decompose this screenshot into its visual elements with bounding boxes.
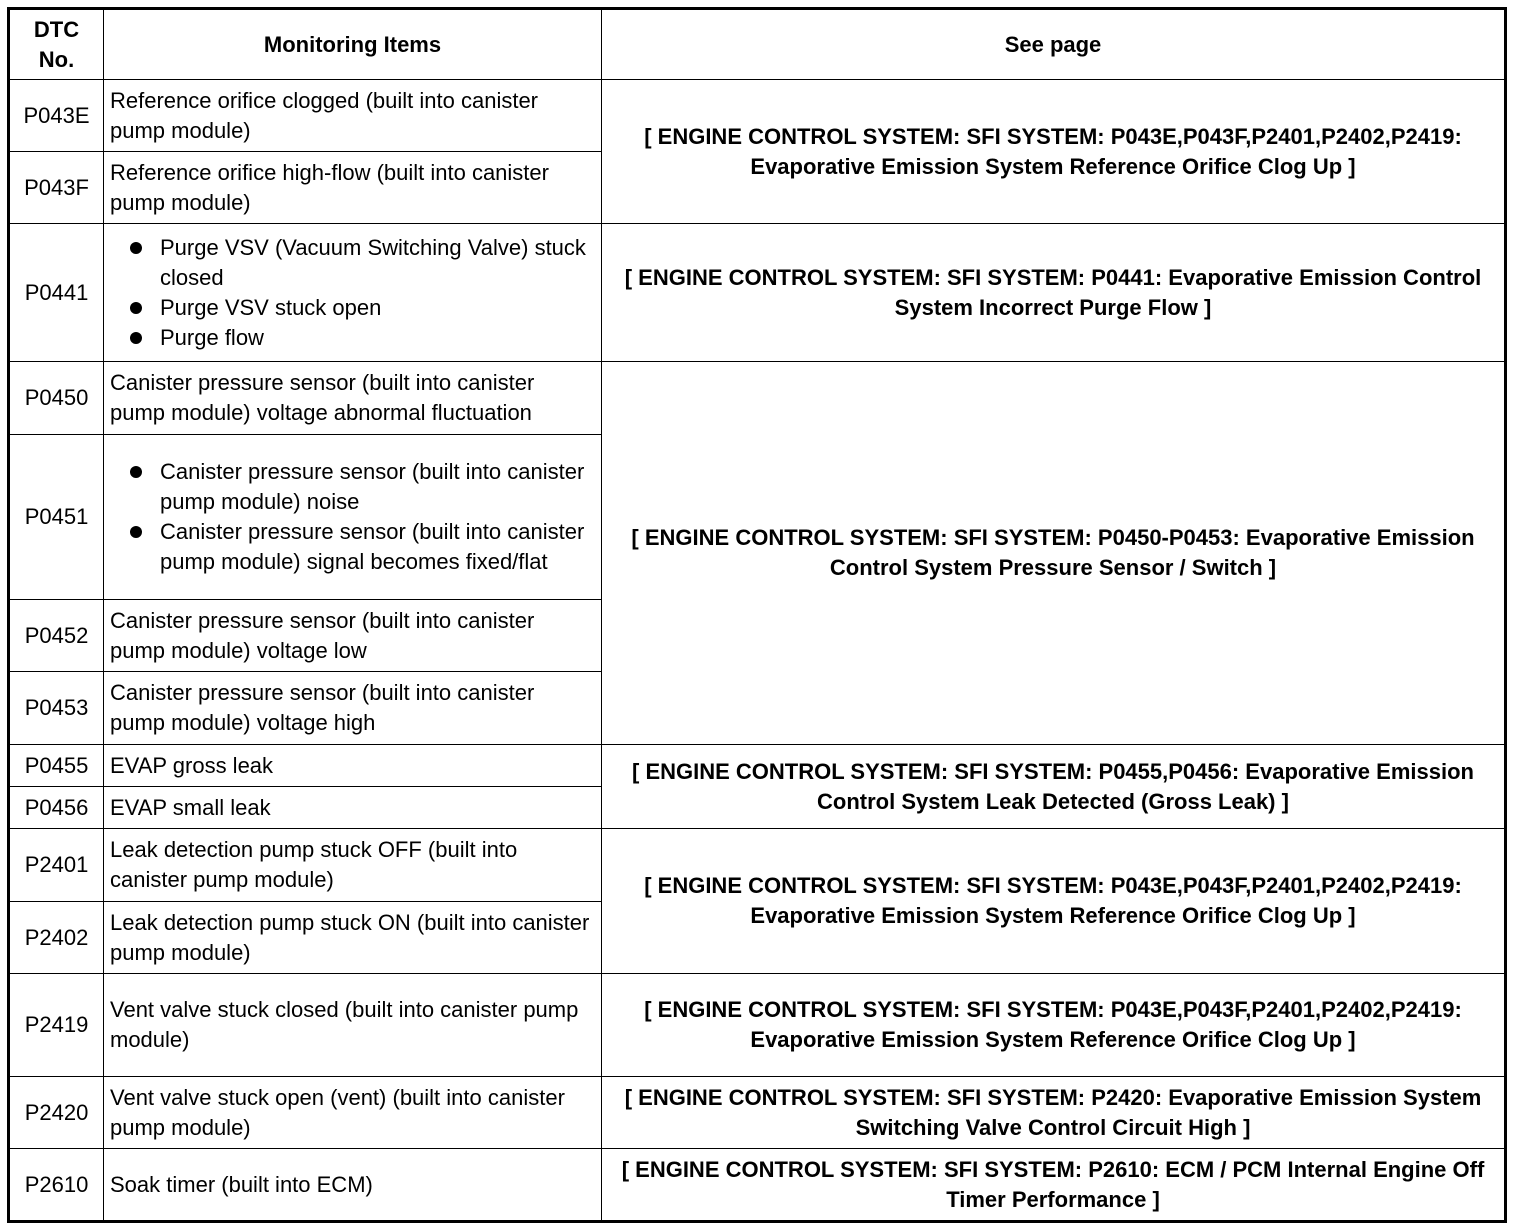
dtc-code: P043E xyxy=(9,80,104,152)
table-row xyxy=(9,362,1506,435)
monitoring-item: Leak detection pump stuck OFF (built into canister pump module) xyxy=(104,829,602,902)
dtc-code: P0452 xyxy=(9,600,104,672)
dtc-table xyxy=(7,7,1507,1223)
monitoring-item: Soak timer (built into ECM) xyxy=(104,1149,602,1222)
dtc-code: P2402 xyxy=(9,902,104,974)
header-dtc: DTC No. xyxy=(9,9,104,80)
header-see-page: See page xyxy=(602,9,1506,80)
dtc-code: P0455 xyxy=(9,745,104,787)
header-monitoring-items: Monitoring Items xyxy=(104,9,602,80)
table-row xyxy=(9,829,1506,902)
table-row xyxy=(9,80,1506,152)
table-row xyxy=(9,1149,1506,1222)
monitoring-item: Vent valve stuck open (vent) (built into canister pump module) xyxy=(104,1077,602,1149)
monitoring-item: Reference orifice high-flow (built into canister pump module) xyxy=(104,152,602,224)
table-row xyxy=(9,1077,1506,1149)
monitoring-item: Leak detection pump stuck ON (built into canister pump module) xyxy=(104,902,602,974)
bullet-item: Canister pressure sensor (built into canister pump module) noise xyxy=(130,457,595,517)
monitoring-item: Reference orifice clogged (built into canister pump module) xyxy=(104,80,602,152)
see-page-link[interactable]: [ ENGINE CONTROL SYSTEM: SFI SYSTEM: P2420: Evaporative Emission System Switching Valve Control Circuit High ] xyxy=(602,1077,1506,1149)
see-page-link[interactable]: [ ENGINE CONTROL SYSTEM: SFI SYSTEM: P0455,P0456: Evaporative Emission Control System Leak Detected (Gross Leak) ] xyxy=(602,745,1506,829)
monitoring-item: Vent valve stuck closed (built into canister pump module) xyxy=(104,974,602,1077)
see-page-link[interactable]: [ ENGINE CONTROL SYSTEM: SFI SYSTEM: P043E,P043F,P2401,P2402,P2419: Evaporative Emission System Reference Orifice Clog Up ] xyxy=(602,80,1506,224)
monitoring-item: EVAP small leak xyxy=(104,787,602,829)
dtc-code: P2419 xyxy=(9,974,104,1077)
monitoring-item: EVAP gross leak xyxy=(104,745,602,787)
bullet-item: Purge VSV stuck open xyxy=(130,293,595,323)
see-page-link[interactable]: [ ENGINE CONTROL SYSTEM: SFI SYSTEM: P0450-P0453: Evaporative Emission Control System Pressure Sensor / Switch ] xyxy=(602,362,1506,745)
table-row xyxy=(9,745,1506,787)
dtc-code: P0451 xyxy=(9,435,104,600)
see-page-link[interactable]: [ ENGINE CONTROL SYSTEM: SFI SYSTEM: P043E,P043F,P2401,P2402,P2419: Evaporative Emission System Reference Orifice Clog Up ] xyxy=(602,829,1506,974)
dtc-code: P043F xyxy=(9,152,104,224)
monitoring-item xyxy=(104,435,602,600)
see-page-link[interactable]: [ ENGINE CONTROL SYSTEM: SFI SYSTEM: P0441: Evaporative Emission Control System Incorrect Purge Flow ] xyxy=(602,224,1506,362)
bullet-item: Purge VSV (Vacuum Switching Valve) stuck closed xyxy=(130,233,595,293)
monitoring-item: Canister pressure sensor (built into canister pump module) voltage low xyxy=(104,600,602,672)
bullet-item: Purge flow xyxy=(130,323,595,353)
dtc-code: P2420 xyxy=(9,1077,104,1149)
see-page-link[interactable]: [ ENGINE CONTROL SYSTEM: SFI SYSTEM: P2610: ECM / PCM Internal Engine Off Timer Performance ] xyxy=(602,1149,1506,1222)
monitoring-item xyxy=(104,224,602,362)
see-page-link[interactable]: [ ENGINE CONTROL SYSTEM: SFI SYSTEM: P043E,P043F,P2401,P2402,P2419: Evaporative Emission System Reference Orifice Clog Up ] xyxy=(602,974,1506,1077)
dtc-code: P2610 xyxy=(9,1149,104,1222)
header-row xyxy=(9,9,1506,80)
table-row xyxy=(9,224,1506,362)
dtc-code: P0456 xyxy=(9,787,104,829)
bullet-item: Canister pressure sensor (built into canister pump module) signal becomes fixed/flat xyxy=(130,517,595,577)
dtc-code: P0441 xyxy=(9,224,104,362)
monitoring-item: Canister pressure sensor (built into canister pump module) voltage high xyxy=(104,672,602,745)
monitoring-item: Canister pressure sensor (built into canister pump module) voltage abnormal fluctuation xyxy=(104,362,602,435)
dtc-code: P2401 xyxy=(9,829,104,902)
dtc-code: P0453 xyxy=(9,672,104,745)
table-row xyxy=(9,974,1506,1077)
dtc-code: P0450 xyxy=(9,362,104,435)
